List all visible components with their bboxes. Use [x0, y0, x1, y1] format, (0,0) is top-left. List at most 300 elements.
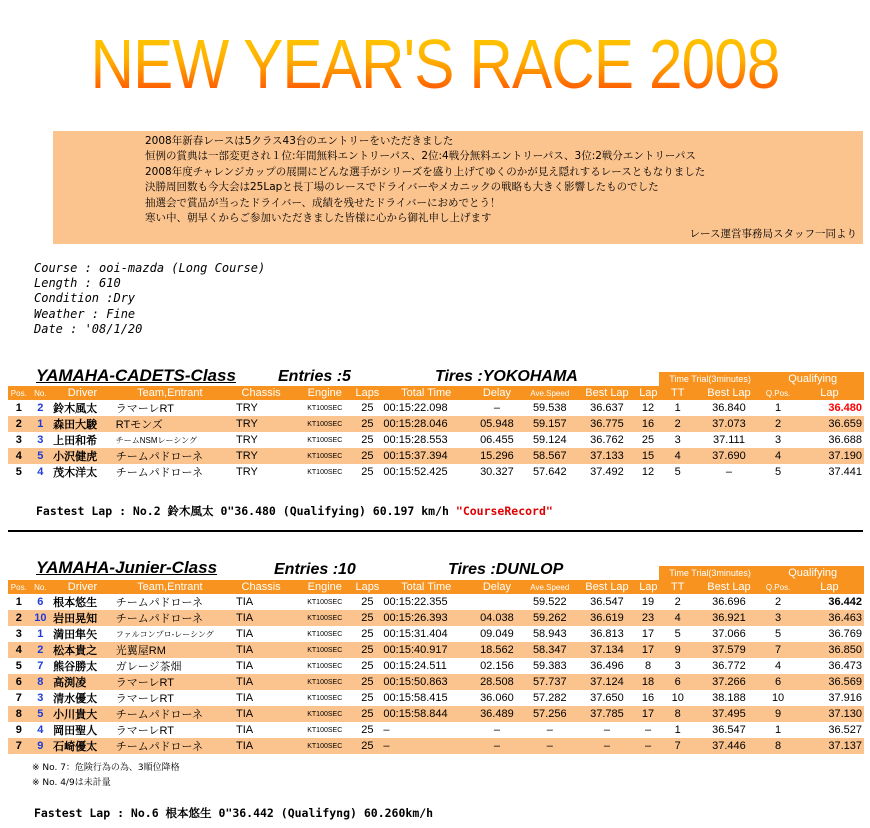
- cell-total-time: 00:15:31.404: [383, 628, 448, 640]
- qualifying-group-header: Qualifying: [761, 566, 864, 580]
- notice-line: 2008年新春レースは5クラス43台のエントリーをいただきました: [145, 135, 454, 147]
- notice-box: [53, 131, 863, 244]
- notice-line: 寒い中、朝早くからご参加いただきました皆様に心から御礼申し上げます: [145, 212, 492, 225]
- cell-q-pos: 7: [761, 642, 794, 658]
- cell-engine: KT100SEC: [296, 738, 353, 754]
- table-row: [8, 416, 864, 432]
- cell-pos: 7: [15, 692, 22, 704]
- column-header-tt-best-lap: Best Lap: [697, 386, 762, 400]
- cadets-fastest-lap: [36, 503, 553, 519]
- cell-delay: –: [471, 738, 523, 754]
- cell-engine: KT100SEC: [307, 662, 343, 670]
- junior-note-1: ※ No. 7：危険行為の為、3順位降格: [32, 763, 180, 773]
- cell-engine: KT100SEC: [307, 694, 343, 702]
- cell-best-lap: 36.775: [577, 416, 637, 432]
- junior-note-2: ※ No. 4/9は未計量: [32, 778, 111, 788]
- cell-best-lap: 37.785: [577, 706, 637, 722]
- cell-tt-best-lap: 38.188: [712, 692, 746, 704]
- cell-ave-speed: 57.737: [523, 674, 577, 690]
- cell-no: 2: [37, 402, 44, 414]
- cell-delay: 36.489: [471, 706, 523, 722]
- column-header-driver: Driver: [51, 580, 114, 594]
- cell-team: ラマーレRT: [115, 693, 174, 705]
- column-header-tt: TT: [659, 580, 697, 594]
- cell-chassis: TIA: [236, 628, 254, 640]
- cell-laps: 25: [361, 434, 374, 446]
- junior-entries: Entries :10: [274, 561, 356, 578]
- cell-chassis: TIA: [236, 724, 254, 736]
- table-row: [8, 448, 864, 464]
- cell-lap: 23: [637, 610, 659, 626]
- cell-total-time: 00:15:58.844: [381, 706, 471, 722]
- column-header-lap: Lap: [639, 387, 658, 399]
- cell-total-time: 00:15:24.511: [383, 660, 447, 672]
- cell-ave-speed: 57.256: [523, 706, 577, 722]
- cell-ave-speed: 57.282: [532, 692, 567, 704]
- table-row: [8, 690, 864, 706]
- cadets-entries: Entries :5: [278, 368, 351, 385]
- cell-tt: 3: [674, 434, 681, 446]
- cell-team: チームパドローネ: [115, 597, 203, 609]
- column-header-ave-speed: Ave.Speed: [523, 580, 577, 594]
- cell-ave-speed: –: [546, 724, 553, 736]
- cell-no: 5: [30, 706, 52, 722]
- cell-driver: 松本貴之: [51, 642, 114, 658]
- cell-pos: 3: [15, 434, 22, 446]
- cell-pos: 6: [8, 674, 30, 690]
- cell-laps: 25: [361, 628, 374, 640]
- cell-q-pos: 5: [775, 466, 782, 478]
- section-divider: [8, 530, 863, 532]
- cell-total-time: 00:15:40.917: [381, 642, 471, 658]
- cell-no: 5: [30, 448, 52, 464]
- cell-q-lap: 36.850: [795, 642, 864, 658]
- cell-best-lap: 37.492: [590, 466, 624, 478]
- cell-delay: 02.156: [480, 660, 514, 672]
- cell-best-lap: 36.762: [590, 434, 624, 446]
- cell-tt: 3: [674, 660, 681, 672]
- column-header-total-time: Total Time: [381, 580, 471, 594]
- cadets-class-name: YAMAHA-CADETS-Class: [36, 366, 236, 385]
- cell-laps: 25: [353, 674, 381, 690]
- header-spacer: [8, 372, 659, 386]
- cell-laps: 25: [361, 692, 374, 704]
- cell-tt-best-lap: 37.495: [697, 706, 762, 722]
- cell-tt: 4: [659, 448, 697, 464]
- cell-delay: [471, 594, 523, 610]
- cell-chassis: TIA: [236, 692, 254, 704]
- cell-laps: 25: [353, 448, 381, 464]
- cell-driver: 根本悠生: [53, 597, 98, 609]
- cell-lap: 25: [641, 434, 655, 446]
- cell-ave-speed: 58.567: [523, 448, 577, 464]
- cell-laps: 25: [353, 610, 381, 626]
- cell-tt: 5: [674, 466, 681, 478]
- cell-total-time: 00:15:52.425: [383, 466, 448, 478]
- cell-no: 2: [30, 642, 52, 658]
- cell-best-lap: 36.813: [590, 628, 624, 640]
- cell-best-lap: 37.134: [577, 642, 637, 658]
- cell-ave-speed: 59.262: [523, 610, 577, 626]
- cell-engine: KT100SEC: [307, 630, 343, 638]
- column-header-chassis: Chassis: [226, 386, 296, 400]
- table-row: [8, 610, 864, 626]
- cell-delay: –: [493, 724, 500, 736]
- cell-team: ファルコンプロ-レーシング: [115, 629, 214, 639]
- table-row: [8, 594, 864, 610]
- cell-tt-best-lap: 37.111: [712, 434, 745, 446]
- cell-best-lap: 37.650: [590, 692, 624, 704]
- cell-pos: 5: [15, 466, 22, 478]
- info-weather: Weather : Fine: [34, 306, 136, 321]
- cell-driver: 満田隼矢: [53, 629, 98, 641]
- cell-best-lap: 36.547: [590, 596, 624, 608]
- cell-lap: 12: [641, 402, 655, 414]
- cell-tt: 2: [674, 596, 681, 608]
- table-row: [8, 658, 864, 674]
- cell-ave-speed: 59.383: [532, 660, 567, 672]
- column-header-best-lap: Best Lap: [577, 386, 637, 400]
- cell-tt: 5: [674, 628, 681, 640]
- cell-engine: KT100SEC: [296, 610, 353, 626]
- cell-ave-speed: 59.522: [532, 596, 567, 608]
- cell-tt: 2: [659, 416, 697, 432]
- cell-q-pos: 9: [761, 706, 794, 722]
- cell-best-lap: –: [577, 738, 637, 754]
- column-header-pos: Pos.: [8, 386, 30, 400]
- cell-total-time: –: [383, 724, 390, 736]
- column-header-delay: Delay: [471, 386, 523, 400]
- cell-engine: KT100SEC: [307, 598, 343, 606]
- cell-tt: 1: [674, 724, 681, 736]
- cell-tt-best-lap: –: [725, 466, 733, 478]
- time-trial-group-header: Time Trial(3minutes): [659, 372, 762, 386]
- cell-lap: 16: [641, 692, 655, 704]
- notice-line: 2008年度チャレンジカップの展開にどんな選手がシリーズを盛り上げてゆくのかが見え隠れするレースともなりました: [145, 165, 706, 178]
- cell-delay: 15.296: [471, 448, 523, 464]
- cell-tt-best-lap: 37.266: [697, 674, 762, 690]
- cell-tt-best-lap: 37.690: [697, 448, 762, 464]
- cell-lap: –: [637, 738, 659, 754]
- column-header-team: Team,Entrant: [114, 386, 226, 400]
- cell-total-time: –: [381, 738, 471, 754]
- column-header-q-lap: Lap: [795, 580, 864, 594]
- cell-tt-best-lap: 36.772: [712, 660, 746, 672]
- cell-chassis: TRY: [226, 416, 296, 432]
- cell-chassis: TRY: [226, 448, 296, 464]
- cell-laps: 25: [353, 706, 381, 722]
- cell-delay: 06.455: [480, 434, 514, 446]
- cell-best-lap: 37.133: [577, 448, 637, 464]
- cell-chassis: TIA: [236, 660, 254, 672]
- cell-driver: 清水優太: [53, 693, 98, 705]
- cell-driver: 鈴木風太: [53, 403, 98, 415]
- column-header-tt-best-lap: Best Lap: [697, 580, 762, 594]
- cell-engine: KT100SEC: [296, 706, 353, 722]
- table-row: [8, 722, 864, 738]
- cell-chassis: TIA: [226, 610, 296, 626]
- info-length: Length : 610: [34, 276, 121, 291]
- cell-tt-best-lap: 36.840: [712, 402, 746, 414]
- cell-total-time: 00:15:28.553: [383, 434, 448, 446]
- cell-chassis: TIA: [226, 738, 296, 754]
- cell-driver: 小沢健虎: [51, 448, 114, 464]
- cell-pos: 5: [15, 660, 22, 672]
- cell-ave-speed: 59.124: [532, 434, 567, 446]
- cell-team: 光翼屋RM: [114, 642, 226, 658]
- column-header-q-lap: Lap: [795, 386, 864, 400]
- column-header-driver: Driver: [51, 386, 114, 400]
- cell-no: 4: [37, 466, 44, 478]
- cell-laps: 25: [361, 596, 374, 608]
- time-trial-group-header: Time Trial(3minutes): [659, 566, 762, 580]
- cell-no: 3: [37, 434, 44, 446]
- notice-line: 抽選会で賞品が当ったドライバー、成績を残せたドライバーにおめでとう！: [145, 196, 501, 209]
- cell-no: 10: [30, 610, 52, 626]
- table-row: [8, 626, 864, 642]
- cell-engine: KT100SEC: [296, 416, 353, 432]
- cell-q-lap: 36.688: [828, 434, 862, 446]
- cell-team: チームパドローネ: [114, 738, 226, 754]
- cell-driver: 岡田聖人: [53, 725, 98, 737]
- cell-total-time: 00:15:26.393: [381, 610, 471, 626]
- junior-class-name: YAMAHA-Junier-Class: [36, 558, 218, 577]
- cell-no: 6: [37, 596, 44, 608]
- junior-fastest-lap: Fastest Lap : No.6 根本悠生 0"36.442 (Qualifyng) 60.260km/h: [34, 806, 434, 820]
- table-row: [8, 464, 864, 480]
- cell-no: 8: [30, 674, 52, 690]
- table-header-row: [8, 386, 864, 400]
- cell-total-time: 00:15:50.863: [381, 674, 471, 690]
- cell-chassis: TIA: [226, 674, 296, 690]
- cell-q-lap: 37.441: [828, 466, 862, 478]
- cell-lap: 8: [644, 660, 652, 672]
- header-spacer: [8, 566, 659, 580]
- cell-lap: 17: [641, 628, 655, 640]
- cell-q-lap: 37.916: [828, 692, 862, 704]
- cell-team: チームパドローネ: [114, 706, 226, 722]
- column-header-no: No.: [30, 580, 52, 594]
- cell-no: 9: [30, 738, 52, 754]
- cell-engine: KT100SEC: [307, 726, 343, 734]
- cell-no: 1: [37, 628, 44, 640]
- cell-q-lap: 36.569: [795, 674, 864, 690]
- cell-ave-speed: –: [523, 738, 577, 754]
- cell-delay: 30.327: [480, 466, 514, 478]
- column-header-pos: Pos.: [8, 580, 30, 594]
- notice-line: 決勝周回数も今大会は25Lapと長丁場のレースでドライバーやメカニックの戦略も大きく影響したものでした: [145, 181, 659, 194]
- cell-engine: KT100SEC: [296, 642, 353, 658]
- cell-chassis: TRY: [236, 466, 258, 478]
- cell-team: ラマーレRT: [114, 674, 226, 690]
- cell-ave-speed: 57.642: [532, 466, 567, 478]
- table-row: [8, 674, 864, 690]
- cell-chassis: TIA: [226, 642, 296, 658]
- cell-delay: 28.508: [471, 674, 523, 690]
- column-header-laps: Laps: [353, 386, 381, 400]
- cell-team: チームパドローネ: [114, 610, 226, 626]
- cell-tt-best-lap: 36.696: [712, 596, 746, 608]
- column-header-engine: Engine: [296, 386, 353, 400]
- cell-best-lap: 37.124: [577, 674, 637, 690]
- cell-laps: 25: [361, 466, 374, 478]
- cell-team: RTモンズ: [114, 416, 226, 432]
- column-header-team: Team,Entrant: [114, 580, 226, 594]
- cell-q-pos: 3: [775, 434, 782, 446]
- cell-pos: 1: [15, 596, 22, 608]
- cell-tt-best-lap: 37.446: [697, 738, 762, 754]
- table-row: [8, 706, 864, 722]
- cell-no: 7: [37, 660, 44, 672]
- cell-q-lap: 36.473: [828, 660, 862, 672]
- cell-best-lap: 36.637: [590, 402, 624, 414]
- cell-driver: 上田和希: [53, 435, 98, 447]
- column-header-chassis: Chassis: [226, 580, 296, 594]
- notice-signature: レース運営事務局スタッフ一同より: [689, 227, 857, 240]
- cell-engine: KT100SEC: [296, 448, 353, 464]
- cell-q-pos: 3: [761, 610, 794, 626]
- cell-pos: 9: [15, 724, 22, 736]
- cell-ave-speed: 59.157: [523, 416, 577, 432]
- column-header-total-time: Total Time: [381, 386, 471, 400]
- notice-lines: [145, 134, 705, 226]
- cell-best-lap: 36.619: [577, 610, 637, 626]
- cell-pos: 7: [8, 738, 30, 754]
- column-header-ave-speed: Ave.Speed: [523, 386, 577, 400]
- cell-engine: KT100SEC: [296, 674, 353, 690]
- cell-total-time: 00:15:22.355: [383, 596, 448, 608]
- cell-driver: 茂木洋太: [53, 467, 98, 479]
- cell-tt-best-lap: 36.921: [697, 610, 762, 626]
- table-row: [8, 738, 864, 754]
- cell-q-lap: 37.130: [795, 706, 864, 722]
- cell-q-pos: 4: [761, 448, 794, 464]
- cell-best-lap: –: [603, 724, 611, 736]
- cell-laps: 25: [353, 416, 381, 432]
- cell-chassis: TRY: [236, 402, 258, 414]
- column-header-q-pos: Q.Pos.: [761, 580, 794, 594]
- cell-q-lap: 36.769: [828, 628, 862, 640]
- cell-tt-best-lap: 37.579: [697, 642, 762, 658]
- cell-team: ラマーレRT: [115, 403, 174, 415]
- table-row: [8, 432, 864, 448]
- cell-total-time: 00:15:58.415: [383, 692, 448, 704]
- cell-lap: 12: [641, 466, 655, 478]
- cell-q-lap: 36.659: [795, 416, 864, 432]
- column-header-tt: TT: [659, 386, 697, 400]
- cell-no: 4: [37, 724, 44, 736]
- column-header-best-lap: Best Lap: [577, 580, 637, 594]
- info-condition: Condition :Dry: [34, 291, 136, 306]
- cell-laps: 25: [361, 724, 374, 736]
- cell-total-time: 00:15:28.046: [381, 416, 471, 432]
- cell-lap: 16: [637, 416, 659, 432]
- cell-total-time: 00:15:37.394: [381, 448, 471, 464]
- page-title: NEW YEAR'S RACE 2008: [61, 22, 809, 106]
- cell-delay: 09.049: [480, 628, 514, 640]
- cell-tt: 6: [659, 674, 697, 690]
- cell-team: チームNSMレーシング: [115, 435, 198, 445]
- cell-q-pos: 8: [761, 738, 794, 754]
- cell-pos: 2: [8, 610, 30, 626]
- cell-delay: 18.562: [471, 642, 523, 658]
- cell-q-pos: 2: [775, 596, 782, 608]
- cell-tt: 8: [659, 706, 697, 722]
- cell-q-pos: 6: [761, 674, 794, 690]
- cell-delay: 05.948: [471, 416, 523, 432]
- cell-chassis: TIA: [226, 706, 296, 722]
- cell-lap: 17: [637, 706, 659, 722]
- cell-tt-best-lap: 37.073: [697, 416, 762, 432]
- cell-engine: KT100SEC: [307, 404, 343, 412]
- cell-team: チームパドローネ: [115, 467, 203, 479]
- cell-q-pos: 1: [775, 724, 782, 736]
- cell-engine: KT100SEC: [307, 468, 343, 476]
- info-date: Date : '08/1/20: [34, 321, 143, 336]
- cell-tt: 7: [659, 738, 697, 754]
- cell-no: 3: [37, 692, 44, 704]
- cadets-tires: Tires :YOKOHAMA: [435, 368, 578, 385]
- cell-pos: 4: [8, 448, 30, 464]
- cell-pos: 3: [15, 628, 22, 640]
- cell-laps: 25: [361, 660, 374, 672]
- cell-team: ガレージ茶畑: [115, 661, 182, 673]
- cell-pos: 4: [8, 642, 30, 658]
- cell-driver: 熊谷勝太: [53, 661, 98, 673]
- column-header-q-pos: Q.Pos.: [761, 386, 794, 400]
- cell-total-time: 00:15:22.098: [383, 402, 448, 414]
- cell-tt-best-lap: 37.066: [712, 628, 746, 640]
- cell-tt: 4: [659, 610, 697, 626]
- course-record-badge: "CourseRecord": [455, 504, 553, 518]
- table-header-group-row: [8, 372, 864, 386]
- cell-ave-speed: 59.538: [532, 402, 567, 414]
- cell-q-pos: 2: [761, 416, 794, 432]
- cell-laps: 25: [361, 402, 374, 414]
- cell-driver: 岩田晃知: [51, 610, 114, 626]
- race-info: [34, 261, 265, 337]
- cell-delay: 04.038: [471, 610, 523, 626]
- cell-q-lap: 36.442: [828, 596, 862, 608]
- qualifying-group-header: Qualifying: [761, 372, 864, 386]
- cell-q-pos: 5: [775, 628, 782, 640]
- cell-driver: 森田大駿: [51, 416, 114, 432]
- cell-ave-speed: 58.347: [523, 642, 577, 658]
- column-header-laps: Laps: [353, 580, 381, 594]
- cell-no: 1: [30, 416, 52, 432]
- cell-lap: 18: [637, 674, 659, 690]
- cell-driver: 小川貴大: [51, 706, 114, 722]
- cell-lap: –: [644, 724, 652, 736]
- cell-q-lap: 36.527: [828, 724, 862, 736]
- table-header-row: [8, 580, 864, 594]
- cell-q-lap: 36.463: [795, 610, 864, 626]
- column-header-delay: Delay: [471, 580, 523, 594]
- cell-tt: 1: [674, 402, 681, 414]
- cell-q-pos: 1: [775, 402, 782, 414]
- cell-best-lap: 36.496: [590, 660, 624, 672]
- table-header-group-row: [8, 566, 864, 580]
- column-header-no: No.: [30, 386, 52, 400]
- cell-pos: 8: [8, 706, 30, 722]
- column-header-lap: Lap: [639, 581, 658, 593]
- table-row: [8, 642, 864, 658]
- cadets-results-table: [8, 372, 864, 480]
- table-row: [8, 400, 864, 416]
- column-header-engine: Engine: [296, 580, 353, 594]
- cell-delay: 36.060: [480, 692, 514, 704]
- cell-driver: 石崎優太: [51, 738, 114, 754]
